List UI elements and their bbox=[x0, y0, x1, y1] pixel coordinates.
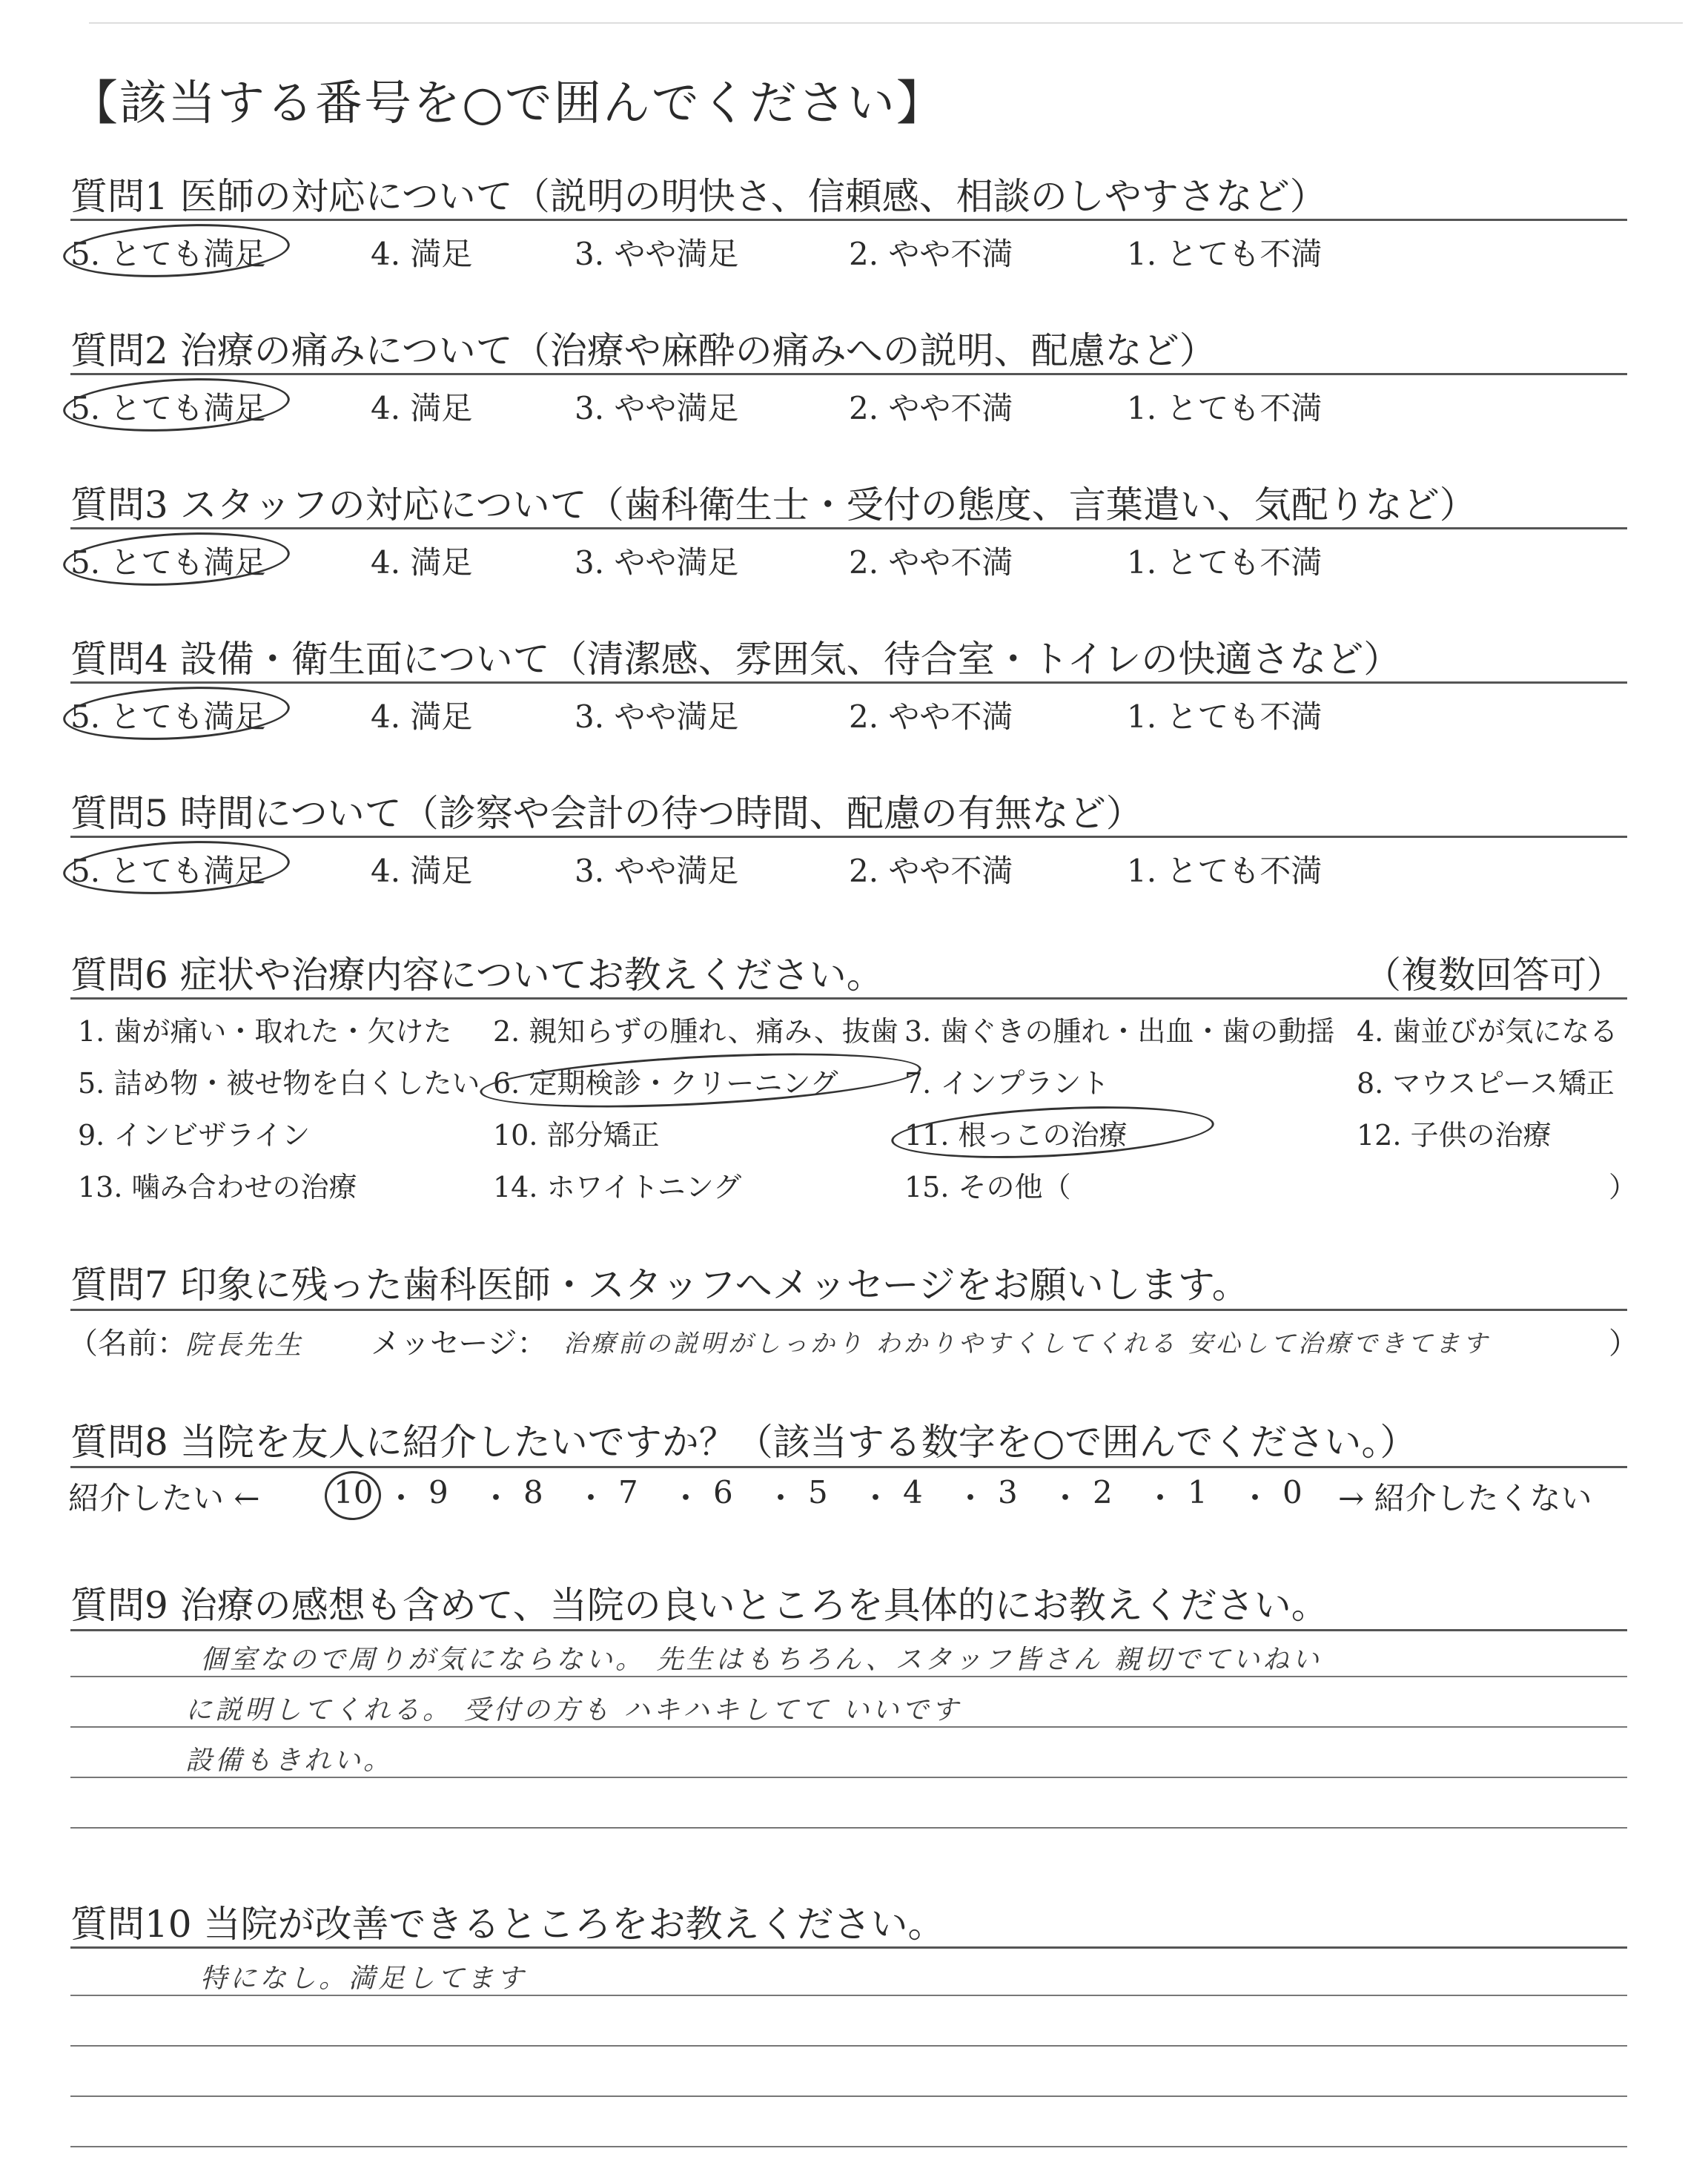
q8-scale-8[interactable]: 8 bbox=[523, 1474, 543, 1510]
q10-line-2 bbox=[70, 2045, 1627, 2047]
q8-separator: ・ bbox=[1145, 1480, 1176, 1516]
q1-option-2[interactable]: 2. やや不満 bbox=[849, 236, 1013, 272]
q8-separator: ・ bbox=[765, 1480, 797, 1516]
q8-scale-7[interactable]: 7 bbox=[618, 1474, 638, 1510]
q8-scale-10[interactable]: 10 bbox=[334, 1474, 374, 1510]
q6-option-12[interactable]: 12. 子供の治療 bbox=[1357, 1119, 1552, 1152]
q7-title: 質問7 印象に残った歯科医師・スタッフへメッセージをお願いします。 bbox=[70, 1264, 1249, 1307]
q7-message-label: メッセージ： bbox=[371, 1327, 547, 1361]
q4-option-3[interactable]: 3. やや満足 bbox=[575, 698, 739, 735]
q6-note: （複数回答可） bbox=[1364, 954, 1623, 997]
q8-separator: ・ bbox=[575, 1480, 607, 1516]
q6-option-15[interactable]: 15. その他（ bbox=[904, 1171, 1071, 1203]
q6-option-3[interactable]: 3. 歯ぐきの腫れ・出血・歯の動揺 bbox=[904, 1015, 1335, 1048]
q9-rule bbox=[70, 1629, 1627, 1631]
q6-option-13[interactable]: 13. 噛み合わせの治療 bbox=[78, 1171, 357, 1203]
q3-option-2[interactable]: 2. やや不満 bbox=[849, 544, 1013, 581]
q8-separator: ・ bbox=[480, 1480, 512, 1516]
q9-text-1: 個室なので周りが気にならない。 先生はもちろん、スタッフ皆さん 親切でていねい bbox=[200, 1645, 1323, 1675]
q8-separator: ・ bbox=[385, 1480, 417, 1516]
q7-name-label: （名前： bbox=[68, 1327, 187, 1361]
q6-title: 質問6 症状や治療内容についてお教えください。 bbox=[70, 954, 884, 997]
q10-rule bbox=[70, 1946, 1627, 1949]
q4-option-4[interactable]: 4. 満足 bbox=[371, 698, 473, 735]
q6-option-16[interactable]: ） bbox=[1609, 1171, 1638, 1203]
q8-right-label: → 紹介したくない bbox=[1338, 1480, 1592, 1516]
q2-title: 質問2 治療の痛みについて（治療や麻酔の痛みへの説明、配慮など） bbox=[70, 329, 1217, 372]
q8-separator: ・ bbox=[670, 1480, 702, 1516]
q7-close: ） bbox=[1609, 1327, 1638, 1361]
q9-line-4 bbox=[70, 1827, 1627, 1829]
q8-scale-9[interactable]: 9 bbox=[428, 1474, 448, 1510]
page-title: 【該当する番号を○で囲んでください】 bbox=[70, 76, 945, 131]
q8-separator: ・ bbox=[955, 1480, 987, 1516]
q8-separator: ・ bbox=[860, 1480, 892, 1516]
q2-option-2[interactable]: 2. やや不満 bbox=[849, 390, 1013, 426]
q2-option-1[interactable]: 1. とても不満 bbox=[1127, 390, 1323, 426]
q3-rule bbox=[70, 527, 1627, 529]
q3-title: 質問3 スタッフの対応について（歯科衛生士・受付の態度、言葉遣い、気配りなど） bbox=[70, 483, 1477, 526]
q1-option-1[interactable]: 1. とても不満 bbox=[1127, 236, 1323, 272]
q6-option-7[interactable]: 7. インプラント bbox=[904, 1067, 1110, 1100]
q3-option-5[interactable]: 5. とても満足 bbox=[70, 544, 266, 581]
q6-option-8[interactable]: 8. マウスピース矯正 bbox=[1357, 1067, 1615, 1100]
q3-option-1[interactable]: 1. とても不満 bbox=[1127, 544, 1323, 581]
q1-option-3[interactable]: 3. やや満足 bbox=[575, 236, 739, 272]
q6-rule bbox=[70, 997, 1627, 1000]
q8-scale-3[interactable]: 3 bbox=[998, 1474, 1018, 1510]
q5-title: 質問5 時間について（診察や会計の待つ時間、配慮の有無など） bbox=[70, 792, 1143, 835]
q8-scale-5[interactable]: 5 bbox=[808, 1474, 828, 1510]
q9-title: 質問9 治療の感想も含めて、当院の良いところを具体的にお教えください。 bbox=[70, 1584, 1328, 1627]
q4-option-5[interactable]: 5. とても満足 bbox=[70, 698, 266, 735]
q5-rule bbox=[70, 836, 1627, 838]
q4-option-2[interactable]: 2. やや不満 bbox=[849, 698, 1013, 735]
q1-option-4[interactable]: 4. 満足 bbox=[371, 236, 473, 272]
q5-option-4[interactable]: 4. 満足 bbox=[371, 853, 473, 889]
q7-rule bbox=[70, 1309, 1627, 1311]
q8-separator: ・ bbox=[1050, 1480, 1082, 1516]
q8-scale-6[interactable]: 6 bbox=[713, 1474, 733, 1510]
q1-option-5[interactable]: 5. とても満足 bbox=[70, 236, 266, 272]
q8-scale-4[interactable]: 4 bbox=[903, 1474, 923, 1510]
q9-text-2: に説明してくれる。 受付の方も ハキハキしてて いいです bbox=[185, 1695, 961, 1725]
q1-title: 質問1 医師の対応について（説明の明快さ、信頼感、相談のしやすさなど） bbox=[70, 175, 1327, 218]
q2-rule bbox=[70, 373, 1627, 375]
q7-name-value: 院長先生 bbox=[185, 1330, 305, 1361]
q1-rule bbox=[70, 219, 1627, 221]
q7-message-value: 治療前の説明がしっかり わかりやすくしてくれる 安心して治療できてます bbox=[563, 1329, 1490, 1358]
q3-option-4[interactable]: 4. 満足 bbox=[371, 544, 473, 581]
q8-scale-1[interactable]: 1 bbox=[1188, 1474, 1208, 1510]
q9-text-3: 設備もきれい。 bbox=[185, 1745, 394, 1776]
q6-option-1[interactable]: 1. 歯が痛い・取れた・欠けた bbox=[78, 1015, 452, 1048]
q6-option-4[interactable]: 4. 歯並びが気になる bbox=[1357, 1015, 1618, 1048]
q4-rule bbox=[70, 681, 1627, 684]
q8-separator: ・ bbox=[1239, 1480, 1271, 1516]
q2-option-5[interactable]: 5. とても満足 bbox=[70, 390, 266, 426]
q8-scale-0[interactable]: 0 bbox=[1282, 1474, 1302, 1510]
q6-option-9[interactable]: 9. インビザライン bbox=[78, 1119, 311, 1152]
q5-option-3[interactable]: 3. やや満足 bbox=[575, 853, 739, 889]
q10-text-1: 特になし。満足してます bbox=[200, 1964, 527, 1994]
q6-option-10[interactable]: 10. 部分矯正 bbox=[493, 1119, 660, 1152]
q5-option-5[interactable]: 5. とても満足 bbox=[70, 853, 266, 889]
q4-option-1[interactable]: 1. とても不満 bbox=[1127, 698, 1323, 735]
q5-option-2[interactable]: 2. やや不満 bbox=[849, 853, 1013, 889]
q5-option-1[interactable]: 1. とても不満 bbox=[1127, 853, 1323, 889]
q6-option-11[interactable]: 11. 根っこの治療 bbox=[904, 1119, 1128, 1152]
q2-option-3[interactable]: 3. やや満足 bbox=[575, 390, 739, 426]
q8-scale-2[interactable]: 2 bbox=[1093, 1474, 1113, 1510]
q8-left-label: 紹介したい ← bbox=[68, 1480, 260, 1516]
q10-line-3 bbox=[70, 2095, 1627, 2097]
q8-title: 質問8 当院を友人に紹介したいですか？（該当する数字を○で囲んでください。） bbox=[70, 1421, 1417, 1464]
q10-line-4 bbox=[70, 2146, 1627, 2147]
q3-option-3[interactable]: 3. やや満足 bbox=[575, 544, 739, 581]
scan-edge bbox=[89, 22, 1683, 24]
q6-option-6[interactable]: 6. 定期検診・クリーニング bbox=[493, 1067, 838, 1100]
q6-option-2[interactable]: 2. 親知らずの腫れ、痛み、抜歯 bbox=[493, 1015, 898, 1048]
q10-title: 質問10 当院が改善できるところをお教えください。 bbox=[70, 1903, 945, 1946]
q6-option-14[interactable]: 14. ホワイトニング bbox=[493, 1171, 742, 1203]
q6-option-5[interactable]: 5. 詰め物・被せ物を白くしたい bbox=[78, 1067, 480, 1100]
q2-option-4[interactable]: 4. 満足 bbox=[371, 390, 473, 426]
q8-rule bbox=[70, 1466, 1627, 1468]
q4-title: 質問4 設備・衛生面について（清潔感、雰囲気、待合室・トイレの快適さなど） bbox=[70, 638, 1401, 681]
